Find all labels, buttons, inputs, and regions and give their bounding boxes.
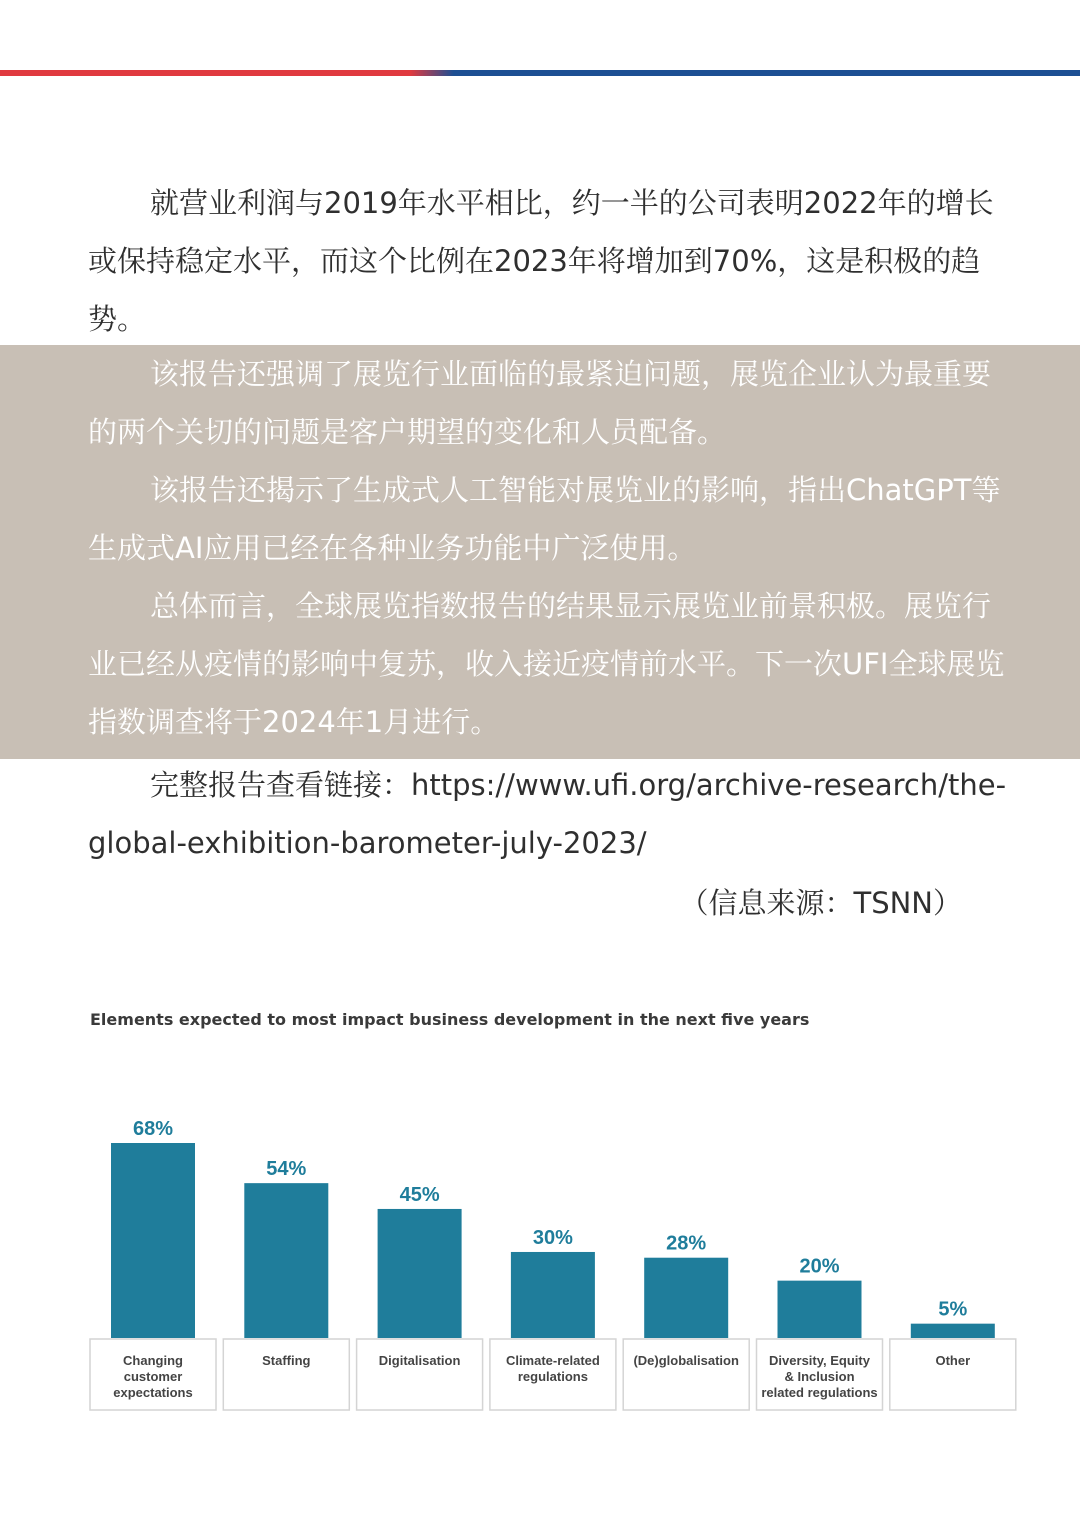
- category-label: Climate-related regulations: [505, 1353, 600, 1384]
- category-cell: [357, 1339, 483, 1410]
- paragraph-ai: 该报告还揭示了生成式人工智能对展览业的影响，指出ChatGPT等生成式AI应用已经在各种业务功能中广泛使用。: [88, 473, 1001, 565]
- source-note: （信息来源：TSNN）: [679, 886, 962, 920]
- category-label: Changing customer expectations: [113, 1353, 193, 1400]
- paragraph-report-link: 完整报告查看链接：https://www.ufi.org/archive-research/the-global-exhibition-barometer-july-2023/: [88, 768, 1007, 860]
- bar-value-label: 20%: [799, 1255, 840, 1278]
- category-label: (De)globalisation: [633, 1353, 739, 1368]
- bar-value-label: 5%: [938, 1298, 968, 1321]
- category-label: Staffing: [262, 1353, 311, 1368]
- paragraph-summary: 总体而言，全球展览指数报告的结果显示展览业前景积极。展览行业已经从疫情的影响中复苏，收入接近疫情前水平。下一次UFI全球展览指数调查将于2024年1月进行。: [88, 589, 1005, 739]
- category-label: Digitalisation: [378, 1353, 461, 1368]
- bar-value-label: 30%: [532, 1226, 573, 1249]
- bar-2: [378, 1209, 462, 1338]
- bar-value-label: 68%: [132, 1118, 174, 1140]
- bar-value-label: 45%: [399, 1183, 440, 1206]
- bar-5: [778, 1281, 862, 1338]
- bar-4: [644, 1258, 728, 1338]
- bar-0: [111, 1143, 195, 1338]
- category-cell: [223, 1339, 349, 1410]
- paragraph-profit: 就营业利润与2019年水平相比，约一半的公司表明2022年的增长或保持稳定水平，而这个比例在2023年将增加到70%，这是积极的趋势。: [88, 186, 994, 336]
- bar-value-label: 54%: [266, 1158, 307, 1181]
- category-label: Other: [935, 1353, 971, 1368]
- category-cell: [890, 1339, 1016, 1410]
- paragraph-issues: 该报告还强调了展览行业面临的最紧迫问题，展览企业认为最重要的两个关切的问题是客户期望的变化和人员配备。: [88, 357, 992, 449]
- bar-3: [511, 1252, 595, 1338]
- bar-value-label: 28%: [666, 1232, 707, 1255]
- bar-6: [911, 1324, 995, 1338]
- category-label: Diversity, Equity & Inclusion related regulations: [761, 1353, 878, 1400]
- chart-title: Elements expected to most impact business development in the next five years: [90, 1010, 810, 1029]
- category-cell: [623, 1339, 749, 1410]
- bar-1: [244, 1183, 328, 1338]
